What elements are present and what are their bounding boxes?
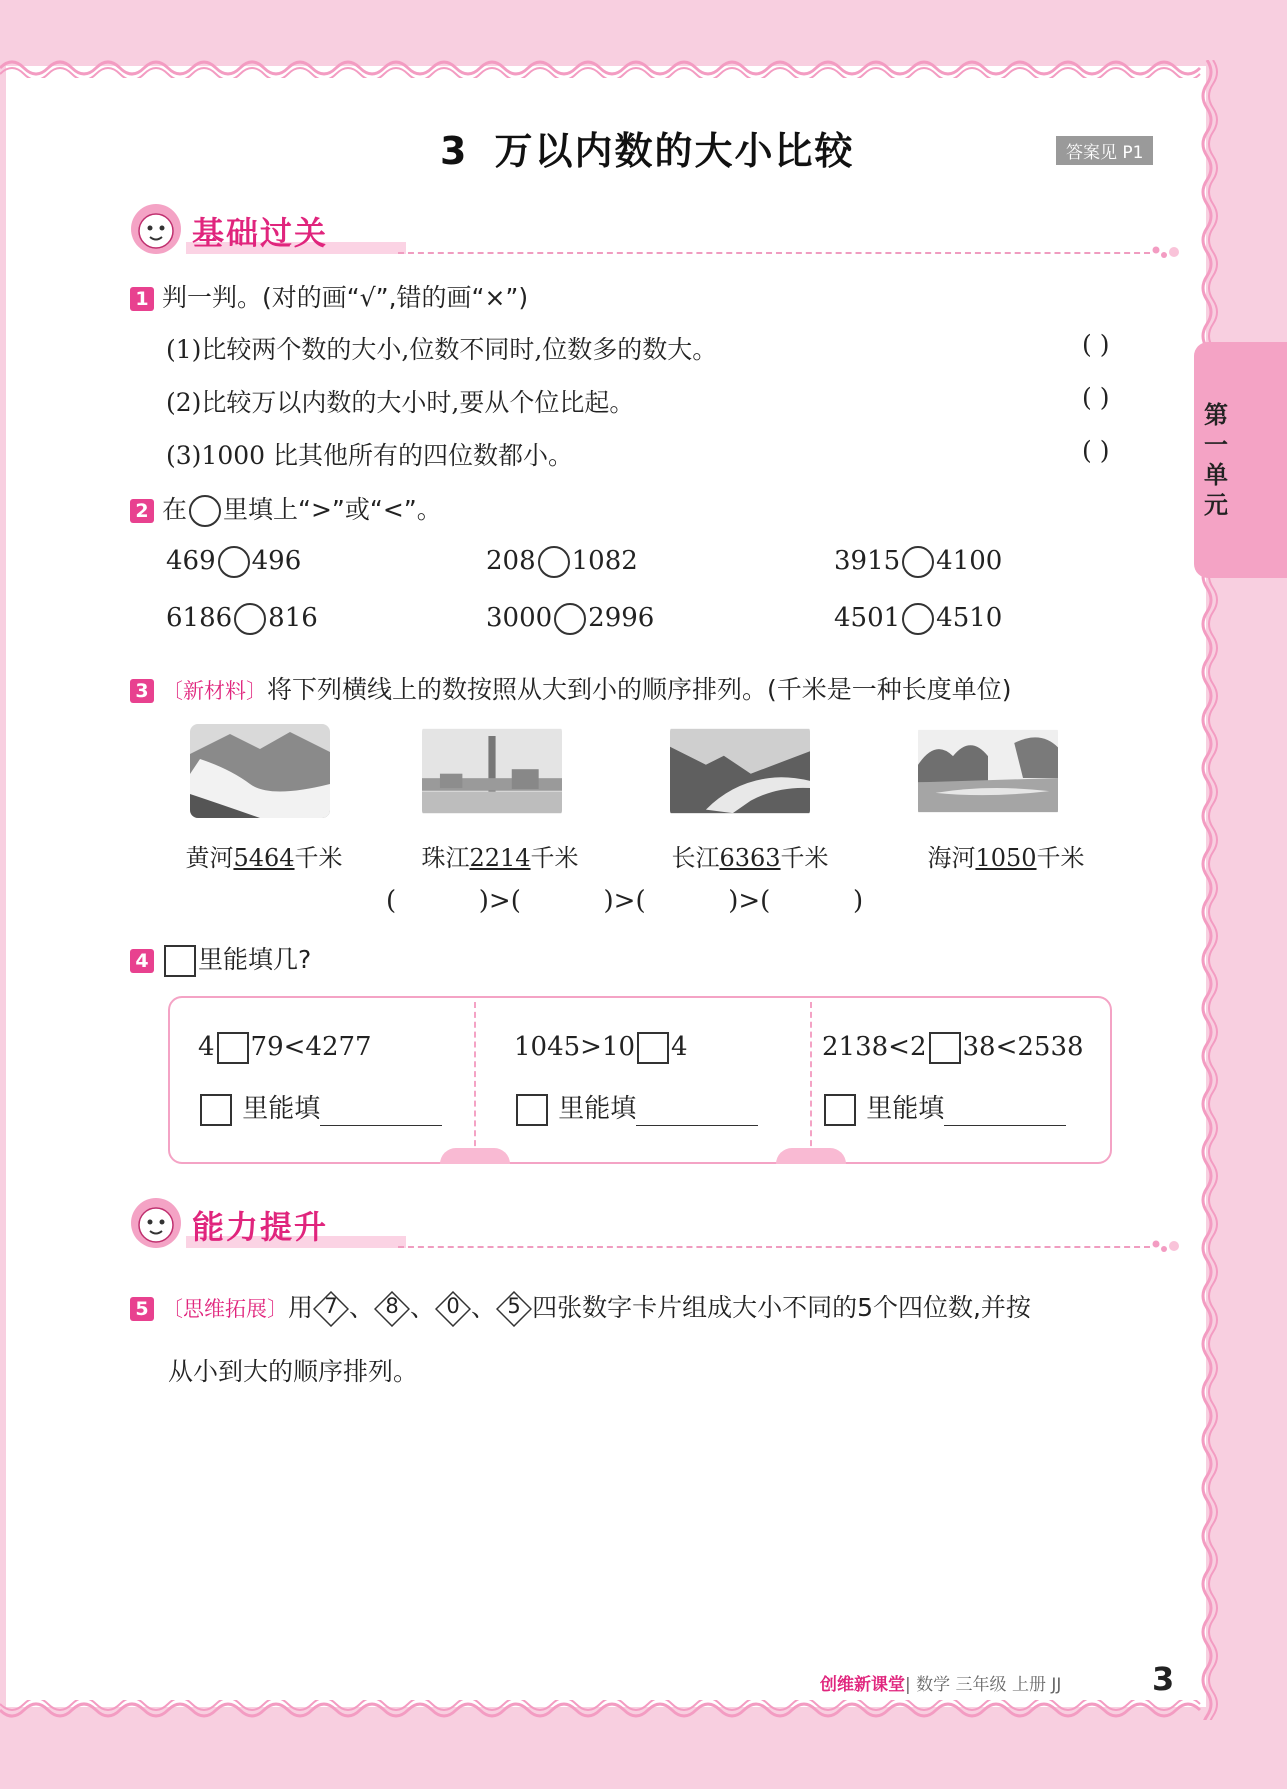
answer-circle[interactable] [554,603,586,635]
river-label-yellow: 黄河5464千米 [185,844,343,872]
panel-divider [810,1002,812,1156]
river-label-pearl: 珠江2214千米 [421,844,579,872]
square-box-icon [164,945,196,977]
question-number-badge: 4 [130,949,154,973]
question-1-text: 判一判。(对的画“√”,错的画“×”) [162,283,529,312]
page-title [440,120,854,175]
question-tag: 〔思维拓展〕 [162,1297,288,1321]
haihe-river-photo [918,724,1058,818]
comparison-item: 469 496 [166,546,302,576]
decorative-dots-icon [1150,242,1190,262]
wavy-border-bottom [0,1700,1210,1730]
fill-line-1: 里能填 [198,1088,442,1126]
ordering-answer-line[interactable]: ( )>( )>( )>( ) [386,886,864,916]
question-number-badge: 1 [130,287,154,311]
section-header-basic [128,202,1188,262]
question-5-text: 四张数字卡片组成大小不同的5个四位数,并按 [532,1293,1031,1322]
footer-brand: 创维新课堂 [820,1675,905,1695]
section-header-advanced [128,1196,1188,1256]
section-dashed-line [398,1246,1150,1248]
comparison-item: 208 1082 [486,546,638,576]
answer-square[interactable] [217,1032,249,1064]
question-5-text-line2: 从小到大的顺序排列。 [168,1357,419,1386]
question-4-prompt [130,940,311,977]
answer-circle[interactable] [538,546,570,578]
answer-paren-2[interactable]: ( ) [1082,383,1110,412]
digit-card-5: 5 [496,1291,532,1327]
digit-card-7: 7 [313,1291,349,1327]
pearl-river-photo [422,724,562,818]
river-label-yangtze: 长江6363千米 [671,844,829,872]
wavy-border-top [0,48,1210,78]
decorative-dots-icon [1150,1236,1190,1256]
answer-circle[interactable] [902,603,934,635]
yangtze-river-photo [670,724,810,818]
page-footer [820,1670,1061,1695]
unit-side-tab-label: 第一单元 [1204,401,1228,519]
question-number-badge: 3 [130,679,154,703]
question-tag: 〔新材料〕 [162,679,267,703]
question-2-text-a: 在 [162,495,188,524]
question-4-text: 里能填几? [198,945,312,974]
lesson-title: 万以内数的大小比较 [494,129,855,173]
answer-square[interactable] [929,1032,961,1064]
panel-tab-decoration [776,1148,846,1164]
question-number-badge: 5 [130,1297,154,1321]
answer-blank[interactable] [944,1105,1066,1126]
question-1-item-1: (1)比较两个数的大小,位数不同时,位数多的数大。 [166,335,718,364]
river-label-haihe: 海河1050千米 [927,844,1085,872]
question-1-item-2: (2)比较万以内数的大小时,要从个位比起。 [166,388,635,417]
inequality-2: 1045>10 4 [514,1032,688,1062]
digit-card-0: 0 [435,1291,471,1327]
comparison-item: 6186 816 [166,603,318,633]
answer-square[interactable] [637,1032,669,1064]
comparison-item: 4501 4510 [834,603,1003,633]
square-box-icon [516,1094,548,1126]
page-number: 3 [1152,1660,1175,1698]
answer-reference-badge: 答案见 P1 [1056,136,1153,165]
section-dashed-line [398,252,1150,254]
comparison-item: 3000 2996 [486,603,655,633]
answer-circle[interactable] [218,546,250,578]
question-4-panel [168,996,1112,1164]
comparison-circle-icon [189,495,221,527]
answer-paren-3[interactable]: ( ) [1082,436,1110,465]
answer-circle[interactable] [234,603,266,635]
yellow-river-photo [190,724,330,818]
wavy-border-right [1195,60,1225,1720]
square-box-icon [824,1094,856,1126]
section-title-basic: 基础过关 [192,214,329,252]
inequality-3: 2138<2 38<2538 [822,1032,1084,1062]
question-5-use: 用 [288,1293,314,1322]
answer-circle[interactable] [902,546,934,578]
fill-line-2: 里能填 [514,1088,758,1126]
comparison-item: 3915 4100 [834,546,1003,576]
square-box-icon [200,1094,232,1126]
question-1-item-3: (3)1000 比其他所有的四位数都小。 [166,441,573,470]
answer-paren-1[interactable]: ( ) [1082,330,1110,359]
inequality-1: 4 79<4277 [198,1032,372,1062]
question-number-badge: 2 [130,499,154,523]
question-2-text-b: 里填上“>”或“<”。 [223,495,442,524]
monkey-mascot-icon [128,1196,186,1250]
lesson-number: 3 [440,129,469,173]
fill-line-3: 里能填 [822,1088,1066,1126]
question-3-text: 将下列横线上的数按照从大到小的顺序排列。(千米是一种长度单位) [267,675,1012,704]
answer-blank[interactable] [636,1105,758,1126]
question-5-prompt: 5 〔思维拓展〕用 7 、 8 、 0 、 5 四张数字卡片组成大小不同的5个四位数,并按 [130,1288,1031,1327]
panel-divider [474,1002,476,1156]
section-title-advanced: 能力提升 [192,1208,329,1246]
answer-blank[interactable] [320,1105,442,1126]
panel-tab-decoration [440,1148,510,1164]
footer-info: | 数学 三年级 上册 JJ [905,1675,1062,1695]
question-2-prompt [130,490,442,527]
question-3-prompt [130,670,1012,706]
question-1-prompt [130,278,528,314]
digit-card-8: 8 [374,1291,410,1327]
monkey-mascot-icon [128,202,186,256]
